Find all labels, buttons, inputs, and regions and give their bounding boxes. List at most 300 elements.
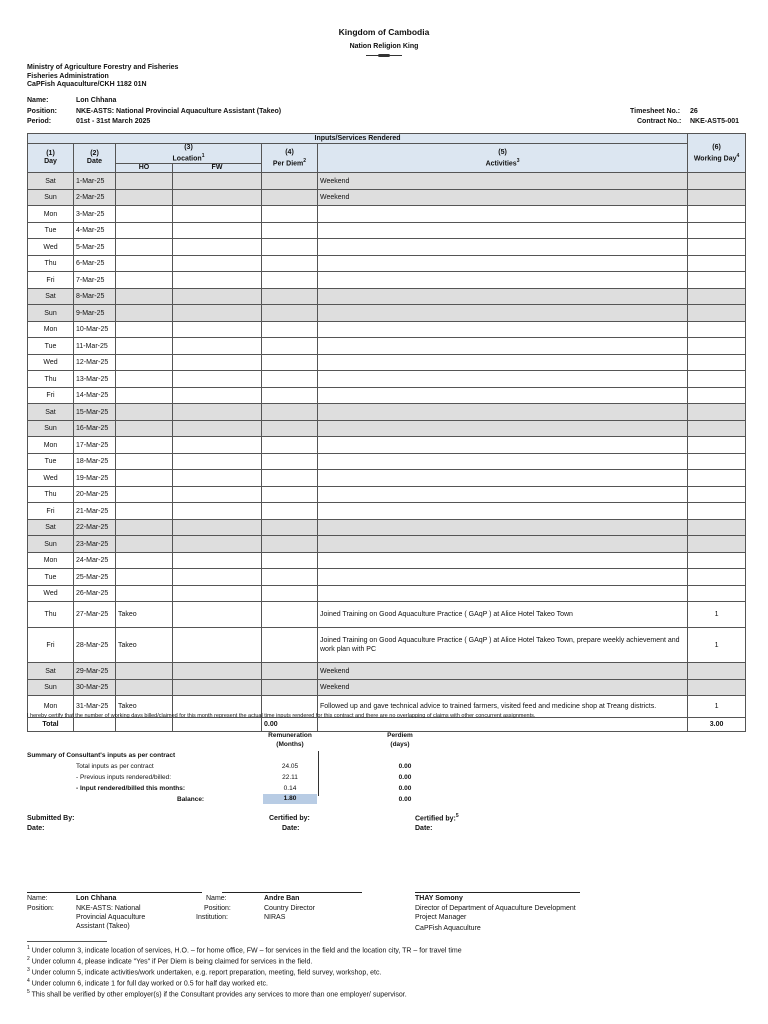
per-diem-cell xyxy=(262,354,318,371)
location-ho-cell: Takeo xyxy=(116,696,173,718)
col6-header: (6) Working Day$^4$ xyxy=(688,134,746,173)
location-ho-cell xyxy=(116,420,173,437)
date-cell: 29-Mar-25 xyxy=(74,663,116,680)
period-label: Period: xyxy=(27,118,52,125)
sig1-position-label: Position: xyxy=(27,905,54,912)
activity-cell xyxy=(318,470,688,487)
balance-label: Balance: xyxy=(177,796,205,803)
activity-cell xyxy=(318,338,688,355)
timesheet-row xyxy=(28,519,746,536)
timesheet-row xyxy=(28,552,746,569)
date-cell: 28-Mar-25 xyxy=(74,628,116,663)
project-name: CaPFish Aquaculture/CKH 1182 01N xyxy=(27,81,147,88)
per-diem-cell xyxy=(262,305,318,322)
timesheet-row xyxy=(28,536,746,553)
day-cell: Tue xyxy=(28,453,74,470)
activity-cell xyxy=(318,321,688,338)
working-day-cell xyxy=(688,470,746,487)
balance-rem: 1.80 xyxy=(263,794,317,804)
total-perdiem: 0.00 xyxy=(262,718,318,732)
working-day-cell xyxy=(688,437,746,454)
per-diem-cell xyxy=(262,470,318,487)
summary-row-label: Total inputs as per contract xyxy=(76,763,154,770)
day-cell: Sat xyxy=(28,404,74,421)
timesheet-body xyxy=(28,173,746,732)
activity-cell xyxy=(318,569,688,586)
location-ho-cell xyxy=(116,255,173,272)
name-label: Name: xyxy=(27,97,49,104)
period-value: 01st - 31st March 2025 xyxy=(76,118,151,125)
timesheet-row xyxy=(28,602,746,628)
per-diem-cell xyxy=(262,519,318,536)
timesheet-row xyxy=(28,404,746,421)
day-cell: Mon xyxy=(28,206,74,223)
timesheet-value: 26 xyxy=(690,108,698,115)
per-diem-cell xyxy=(262,255,318,272)
date-cell: 24-Mar-25 xyxy=(74,552,116,569)
activity-cell xyxy=(318,404,688,421)
day-cell: Fri xyxy=(28,387,74,404)
per-diem-cell xyxy=(262,371,318,388)
activity-cell xyxy=(318,453,688,470)
sig1-position-1: NKE-ASTS: National xyxy=(76,905,141,912)
location-ho-cell xyxy=(116,305,173,322)
signature-line-2 xyxy=(222,892,362,893)
location-ho-cell xyxy=(116,288,173,305)
working-day-cell xyxy=(688,255,746,272)
location-fw-cell xyxy=(173,206,262,223)
activity-cell xyxy=(318,305,688,322)
location-fw-cell xyxy=(173,552,262,569)
timesheet-row xyxy=(28,486,746,503)
per-diem-cell xyxy=(262,679,318,696)
day-cell: Wed xyxy=(28,354,74,371)
col1-header: (1) Day xyxy=(28,144,74,173)
activity-cell xyxy=(318,552,688,569)
date-cell: 18-Mar-25 xyxy=(74,453,116,470)
summary-title: Summary of Consultant's inputs as per contract xyxy=(27,752,176,759)
per-diem-cell xyxy=(262,536,318,553)
day-cell: Mon xyxy=(28,437,74,454)
name-value: Lon Chhana xyxy=(76,97,117,104)
day-cell: Wed xyxy=(28,470,74,487)
working-day-cell xyxy=(688,420,746,437)
date-cell: 12-Mar-25 xyxy=(74,354,116,371)
timesheet-row xyxy=(28,569,746,586)
timesheet-table xyxy=(27,133,746,732)
sig1-name-label: Name: xyxy=(27,895,48,902)
day-cell: Thu xyxy=(28,486,74,503)
position-value: NKE-ASTS: National Provincial Aquaculture Assistant (Takeo) xyxy=(76,108,282,115)
date-cell: 17-Mar-25 xyxy=(74,437,116,454)
per-diem-cell xyxy=(262,453,318,470)
date-cell: 31-Mar-25 xyxy=(74,696,116,718)
working-day-cell xyxy=(688,585,746,602)
working-day-cell xyxy=(688,486,746,503)
working-day-cell xyxy=(688,552,746,569)
day-cell: Fri xyxy=(28,628,74,663)
pd-col-header: Perdiem xyxy=(387,732,413,739)
balance-pd: 0.00 xyxy=(398,796,412,803)
activity-cell xyxy=(318,387,688,404)
per-diem-cell xyxy=(262,239,318,256)
location-fw-cell xyxy=(173,503,262,520)
date-cell: 30-Mar-25 xyxy=(74,679,116,696)
timesheet-row xyxy=(28,173,746,190)
day-cell: Mon xyxy=(28,696,74,718)
certified-date-label: Date: xyxy=(282,825,300,832)
location-fw-cell xyxy=(173,404,262,421)
per-diem-cell xyxy=(262,486,318,503)
sig1-name: Lon Chhana xyxy=(76,895,117,902)
signature-line-1 xyxy=(27,892,202,893)
location-ho-cell xyxy=(116,321,173,338)
day-cell: Sun xyxy=(28,420,74,437)
rem-col-header: Remuneration xyxy=(268,732,312,739)
per-diem-cell xyxy=(262,663,318,680)
per-diem-cell xyxy=(262,173,318,190)
date-cell: 26-Mar-25 xyxy=(74,585,116,602)
timesheet-row xyxy=(28,354,746,371)
location-fw-cell xyxy=(173,189,262,206)
total-empty xyxy=(173,718,262,732)
working-day-cell: 1 xyxy=(688,628,746,663)
date-cell: 25-Mar-25 xyxy=(74,569,116,586)
location-fw-cell xyxy=(173,288,262,305)
day-cell: Tue xyxy=(28,222,74,239)
working-day-cell xyxy=(688,453,746,470)
location-fw-cell xyxy=(173,305,262,322)
summary-row-label: - Input rendered/billed this months: xyxy=(76,785,186,792)
per-diem-cell xyxy=(262,404,318,421)
working-day-cell xyxy=(688,272,746,289)
sig3-line-3: CaPFish Aquaculture xyxy=(415,925,481,932)
per-diem-cell xyxy=(262,189,318,206)
location-ho-cell xyxy=(116,569,173,586)
location-fw-cell xyxy=(173,437,262,454)
location-ho-cell xyxy=(116,486,173,503)
day-cell: Sun xyxy=(28,189,74,206)
working-day-cell xyxy=(688,503,746,520)
location-ho-cell xyxy=(116,536,173,553)
activity-cell xyxy=(318,255,688,272)
per-diem-cell xyxy=(262,338,318,355)
location-ho-cell xyxy=(116,189,173,206)
total-empty xyxy=(74,718,116,732)
sig2-name: Andre Ban xyxy=(264,895,300,902)
timesheet-row xyxy=(28,663,746,680)
summary-row-label: - Previous inputs rendered/billed: xyxy=(76,774,172,781)
location-ho-cell xyxy=(116,387,173,404)
date-cell: 5-Mar-25 xyxy=(74,239,116,256)
col3-fw-header: FW xyxy=(173,164,262,173)
working-day-cell xyxy=(688,305,746,322)
activity-cell xyxy=(318,371,688,388)
timesheet-row xyxy=(28,437,746,454)
contract-value: NKE-AST5-001 xyxy=(690,118,740,125)
footnote-4: $^4$ Under column 6, indicate 1 for full day worked or 0.5 for half day worked etc. xyxy=(27,978,268,988)
working-day-cell xyxy=(688,519,746,536)
sig3-line-2: Project Manager xyxy=(415,914,467,921)
location-fw-cell xyxy=(173,453,262,470)
per-diem-cell xyxy=(262,222,318,239)
per-diem-cell xyxy=(262,503,318,520)
location-ho-cell xyxy=(116,679,173,696)
day-cell: Sat xyxy=(28,173,74,190)
per-diem-cell xyxy=(262,552,318,569)
working-day-cell xyxy=(688,536,746,553)
per-diem-cell xyxy=(262,437,318,454)
location-fw-cell xyxy=(173,239,262,256)
total-label: Total xyxy=(28,718,74,732)
working-day-cell: 1 xyxy=(688,696,746,718)
timesheet-label: Timesheet No.: xyxy=(630,108,681,115)
date-cell: 7-Mar-25 xyxy=(74,272,116,289)
date-cell: 9-Mar-25 xyxy=(74,305,116,322)
summary-row-rem: 0.14 xyxy=(283,785,297,792)
timesheet-row xyxy=(28,206,746,223)
position-label: Position: xyxy=(27,108,57,115)
activity-cell xyxy=(318,585,688,602)
location-fw-cell xyxy=(173,338,262,355)
contract-label: Contract No.: xyxy=(637,118,682,125)
location-fw-cell xyxy=(173,663,262,680)
certified2-date-label: Date: xyxy=(415,825,433,832)
timesheet-row xyxy=(28,305,746,322)
location-fw-cell xyxy=(173,486,262,503)
working-day-cell xyxy=(688,239,746,256)
date-cell: 8-Mar-25 xyxy=(74,288,116,305)
working-day-cell xyxy=(688,387,746,404)
col2-header: (2) Date xyxy=(74,144,116,173)
working-day-cell xyxy=(688,338,746,355)
activity-cell xyxy=(318,486,688,503)
activity-cell xyxy=(318,503,688,520)
location-fw-cell xyxy=(173,173,262,190)
timesheet-row xyxy=(28,679,746,696)
timesheet-row xyxy=(28,321,746,338)
activity-cell xyxy=(318,437,688,454)
location-ho-cell xyxy=(116,173,173,190)
summary-row-pd: 0.00 xyxy=(398,763,412,770)
sig1-position-2: Provincial Aquaculture xyxy=(76,914,146,921)
location-fw-cell xyxy=(173,628,262,663)
timesheet-row xyxy=(28,371,746,388)
timesheet-row xyxy=(28,470,746,487)
timesheet-row xyxy=(28,503,746,520)
location-ho-cell xyxy=(116,585,173,602)
submitted-by-label: Submitted By: xyxy=(27,815,75,822)
location-ho-cell xyxy=(116,470,173,487)
day-cell: Sat xyxy=(28,663,74,680)
sig2-institution: NIRAS xyxy=(264,914,286,921)
timesheet-row xyxy=(28,239,746,256)
date-cell: 15-Mar-25 xyxy=(74,404,116,421)
day-cell: Fri xyxy=(28,503,74,520)
location-ho-cell xyxy=(116,437,173,454)
timesheet-row xyxy=(28,189,746,206)
location-fw-cell xyxy=(173,321,262,338)
total-empty xyxy=(116,718,173,732)
per-diem-cell xyxy=(262,206,318,223)
date-cell: 20-Mar-25 xyxy=(74,486,116,503)
location-fw-cell xyxy=(173,470,262,487)
timesheet-row xyxy=(28,585,746,602)
timesheet-row xyxy=(28,222,746,239)
activity-cell: Followed up and gave technical advice to trained farmers, visited feed and medicine shop at Treang districts. xyxy=(318,696,688,718)
activity-cell: Weekend xyxy=(318,663,688,680)
timesheet-row xyxy=(28,420,746,437)
date-cell: 14-Mar-25 xyxy=(74,387,116,404)
day-cell: Fri xyxy=(28,272,74,289)
location-ho-cell xyxy=(116,404,173,421)
total-working-days: 3.00 xyxy=(688,718,746,732)
date-cell: 22-Mar-25 xyxy=(74,519,116,536)
day-cell: Mon xyxy=(28,321,74,338)
location-ho-cell: Takeo xyxy=(116,602,173,628)
per-diem-cell xyxy=(262,321,318,338)
footnote-3: $^3$ Under column 5, indicate activities/work undertaken, e.g. report preparation, meeting, field survey, workshop, etc. xyxy=(27,967,382,977)
sig2-position-label: Position: xyxy=(204,905,231,912)
ministry-name: Ministry of Agriculture Forestry and Fisheries xyxy=(27,64,179,71)
date-cell: 21-Mar-25 xyxy=(74,503,116,520)
day-cell: Sat xyxy=(28,519,74,536)
location-ho-cell xyxy=(116,354,173,371)
summary-divider xyxy=(318,751,319,796)
col3-ho-header: HO xyxy=(116,164,173,173)
total-row xyxy=(28,718,746,732)
date-cell: 3-Mar-25 xyxy=(74,206,116,223)
location-fw-cell xyxy=(173,255,262,272)
per-diem-cell xyxy=(262,288,318,305)
location-fw-cell xyxy=(173,420,262,437)
country-title: Kingdom of Cambodia xyxy=(338,27,430,37)
day-cell: Tue xyxy=(28,338,74,355)
working-day-cell xyxy=(688,189,746,206)
location-fw-cell xyxy=(173,222,262,239)
per-diem-cell xyxy=(262,585,318,602)
timesheet-row xyxy=(28,288,746,305)
working-day-cell xyxy=(688,321,746,338)
sig2-name-label: Name: xyxy=(206,895,227,902)
admin-name: Fisheries Administration xyxy=(27,73,109,80)
timesheet-row xyxy=(28,338,746,355)
activity-cell xyxy=(318,206,688,223)
day-cell: Wed xyxy=(28,239,74,256)
certified-by2-label: Certified by:$^5$ xyxy=(415,813,459,823)
footnote-5: $^5$ This shall be verified by other employer(s) if the Consultant provides any services to more than one employer/ supervisor. xyxy=(27,989,407,999)
location-ho-cell: Takeo xyxy=(116,628,173,663)
date-cell: 13-Mar-25 xyxy=(74,371,116,388)
date-cell: 23-Mar-25 xyxy=(74,536,116,553)
footnote-1: $^1$ Under column 3, indicate location of services, H.O. – for home office, FW – for services in the field and the location city, TR – for travel time xyxy=(27,945,462,955)
location-ho-cell xyxy=(116,272,173,289)
motto: Nation Religion King xyxy=(349,43,419,50)
sig3-name: THAY Somony xyxy=(415,895,463,902)
timesheet-row xyxy=(28,628,746,663)
activity-cell: Weekend xyxy=(318,679,688,696)
working-day-cell xyxy=(688,288,746,305)
day-cell: Thu xyxy=(28,255,74,272)
location-fw-cell xyxy=(173,569,262,586)
per-diem-cell xyxy=(262,387,318,404)
activity-cell xyxy=(318,222,688,239)
location-ho-cell xyxy=(116,206,173,223)
footnote-2: $^2$ Under column 4, please indicate "Yes" if Per Diem is being claimed for services in the field. xyxy=(27,956,313,966)
pd-col-unit: (days) xyxy=(390,741,410,748)
day-cell: Mon xyxy=(28,552,74,569)
day-cell: Sat xyxy=(28,288,74,305)
activity-cell: Weekend xyxy=(318,173,688,190)
sig3-line-1: Director of Department of Aquaculture Development xyxy=(415,905,576,912)
certification-text: I hereby certify that the number of working days billed/claimed for this month represent the actual time inputs rendered for this contract and there are no overlapping of claims with other concurrent assignments. xyxy=(27,713,536,719)
working-day-cell xyxy=(688,371,746,388)
group-header: Inputs/Services Rendered xyxy=(28,134,688,144)
activity-cell xyxy=(318,536,688,553)
sig2-position: Country Director xyxy=(264,905,315,912)
location-fw-cell xyxy=(173,272,262,289)
ornament-divider xyxy=(366,55,402,56)
total-empty xyxy=(318,718,688,732)
location-ho-cell xyxy=(116,222,173,239)
signature-line-3 xyxy=(415,892,580,893)
certified-by-label: Certified by: xyxy=(269,815,310,822)
summary-row-pd: 0.00 xyxy=(398,774,412,781)
activity-cell xyxy=(318,239,688,256)
location-ho-cell xyxy=(116,338,173,355)
location-fw-cell xyxy=(173,536,262,553)
working-day-cell xyxy=(688,569,746,586)
sig2-institution-label: Institution: xyxy=(196,914,228,921)
working-day-cell xyxy=(688,404,746,421)
activity-cell xyxy=(318,519,688,536)
activity-cell: Joined Training on Good Aquaculture Practice ( GAqP ) at Alice Hotel Takeo Town, prepare weekly achievement and work plan with PC xyxy=(318,628,688,663)
per-diem-cell xyxy=(262,420,318,437)
day-cell: Sun xyxy=(28,536,74,553)
location-ho-cell xyxy=(116,239,173,256)
date-cell: 10-Mar-25 xyxy=(74,321,116,338)
timesheet-row xyxy=(28,453,746,470)
location-ho-cell xyxy=(116,519,173,536)
summary-row-rem: 24.05 xyxy=(281,763,299,770)
activity-cell xyxy=(318,420,688,437)
per-diem-cell xyxy=(262,569,318,586)
date-cell: 16-Mar-25 xyxy=(74,420,116,437)
date-cell: 4-Mar-25 xyxy=(74,222,116,239)
col3-header: (3) Location$^1$ xyxy=(116,144,262,164)
working-day-cell xyxy=(688,663,746,680)
timesheet-row xyxy=(28,255,746,272)
day-cell: Thu xyxy=(28,371,74,388)
day-cell: Thu xyxy=(28,602,74,628)
location-ho-cell xyxy=(116,663,173,680)
submitted-date-label: Date: xyxy=(27,825,45,832)
timesheet-row xyxy=(28,272,746,289)
location-fw-cell xyxy=(173,354,262,371)
date-cell: 11-Mar-25 xyxy=(74,338,116,355)
working-day-cell xyxy=(688,173,746,190)
footnote-separator xyxy=(27,941,107,942)
location-fw-cell xyxy=(173,679,262,696)
date-cell: 1-Mar-25 xyxy=(74,173,116,190)
location-ho-cell xyxy=(116,552,173,569)
timesheet-row xyxy=(28,387,746,404)
location-ho-cell xyxy=(116,503,173,520)
per-diem-cell xyxy=(262,272,318,289)
date-cell: 6-Mar-25 xyxy=(74,255,116,272)
working-day-cell xyxy=(688,222,746,239)
sig1-position-3: Assistant (Takeo) xyxy=(76,923,130,930)
